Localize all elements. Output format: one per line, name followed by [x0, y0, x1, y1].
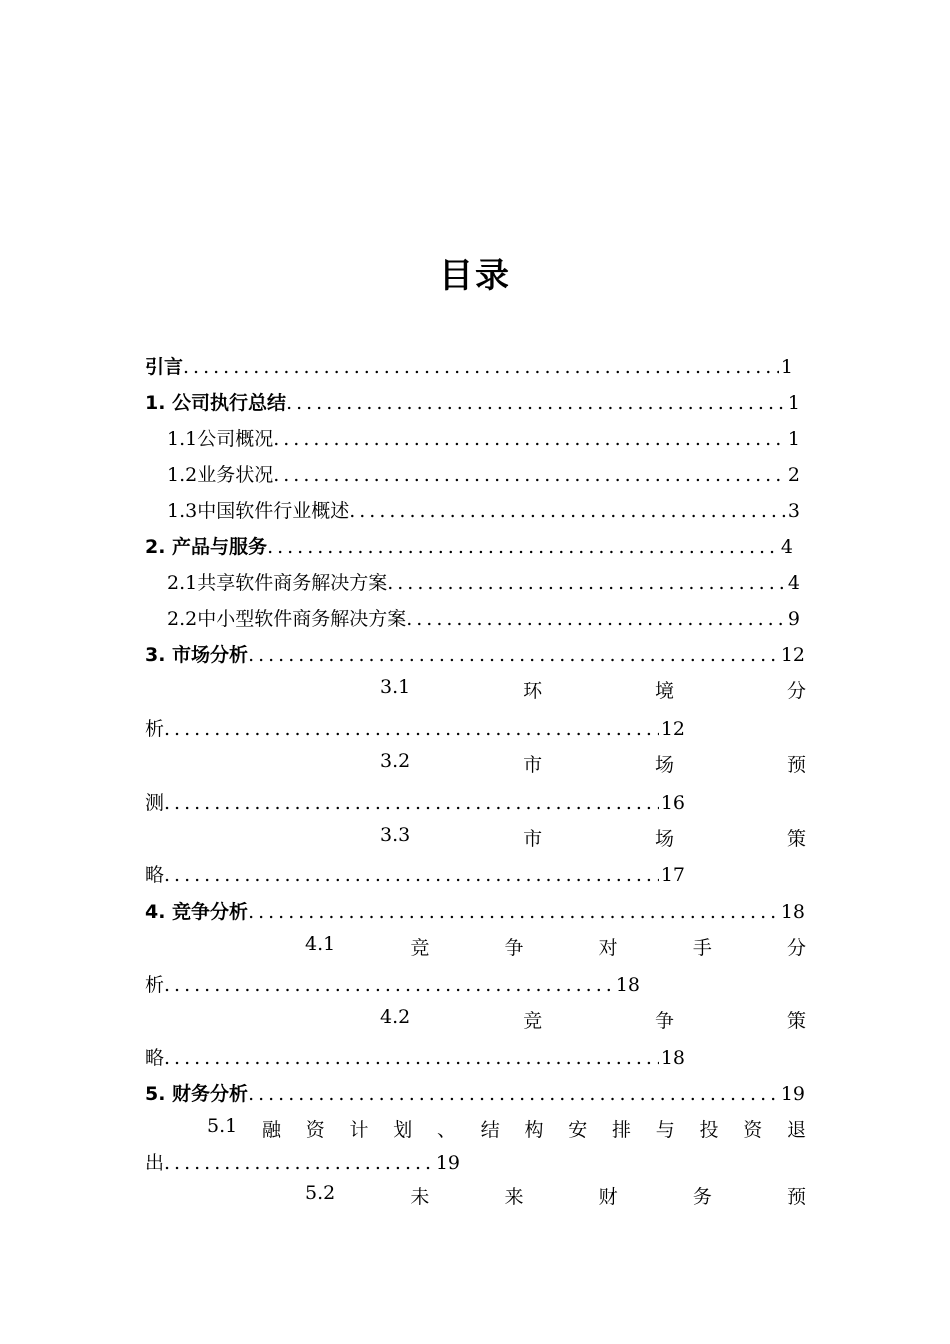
toc-entry-4-2-line2[interactable]: [145, 1043, 685, 1071]
toc-leader-dots: [164, 864, 659, 886]
toc-entry-intro[interactable]: [145, 352, 793, 380]
toc-entry-page: 12: [780, 644, 805, 666]
toc-token: 来: [504, 1186, 524, 1208]
toc-entry-label: 引言: [145, 356, 184, 378]
toc-entry-label: 略: [145, 864, 165, 886]
toc-entry-5-1-line1[interactable]: [207, 1115, 806, 1143]
toc-leader-dots: [406, 608, 786, 630]
toc-token: 安: [568, 1119, 588, 1141]
toc-leader-dots: [286, 392, 786, 414]
toc-entry-page: 18: [660, 1047, 685, 1069]
toc-entry-label: 测: [145, 792, 165, 814]
toc-entry-2-1[interactable]: [167, 568, 800, 596]
toc-entry-label: 1. 公司执行总结: [145, 392, 287, 414]
toc-leader-dots: [273, 428, 786, 450]
toc-entry-page: 9: [787, 608, 800, 630]
toc-entry-1-1[interactable]: [167, 424, 800, 452]
toc-entry-3-3-line2[interactable]: [145, 860, 685, 888]
toc-entry-label: 析: [145, 974, 165, 996]
toc-entry-3-2-line2[interactable]: [145, 788, 685, 816]
toc-entry-3-2-line1[interactable]: [380, 750, 806, 778]
toc-token: 争: [504, 937, 524, 959]
toc-entry-label: 4. 竞争分析: [145, 901, 249, 923]
toc-entry-label: 2.2中小型软件商务解决方案: [167, 608, 407, 630]
toc-entry-label: 1.2业务状况: [167, 464, 274, 486]
toc-token: 未: [410, 1186, 430, 1208]
toc-entry-page: 19: [780, 1083, 805, 1105]
toc-token: 3.1: [380, 676, 411, 698]
toc-token: 资: [305, 1119, 325, 1141]
toc-leader-dots: [164, 1047, 659, 1069]
toc-entry-page: 2: [787, 464, 800, 486]
toc-token: 市: [523, 754, 543, 776]
toc-token: 环: [523, 680, 543, 702]
toc-leader-dots: [273, 464, 786, 486]
toc-token: 5.1: [207, 1115, 238, 1137]
toc-entry-4[interactable]: [145, 897, 805, 925]
toc-token: 退: [786, 1119, 806, 1141]
toc-entry-1-3[interactable]: [167, 496, 800, 524]
toc-token: 投: [699, 1119, 719, 1141]
toc-token: 预: [786, 754, 806, 776]
toc-token: 市: [523, 828, 543, 850]
toc-entry-label: 析: [145, 718, 165, 740]
toc-leader-dots: [248, 644, 779, 666]
toc-entry-page: 16: [660, 792, 685, 814]
toc-entry-3[interactable]: [145, 640, 805, 668]
toc-title: 目录: [439, 256, 511, 296]
toc-entry-label: 2.1共享软件商务解决方案: [167, 572, 388, 594]
toc-leader-dots: [164, 792, 659, 814]
toc-entry-page: 12: [660, 718, 685, 740]
toc-token: 境: [655, 680, 675, 702]
toc-entry-page: 1: [787, 428, 800, 450]
toc-entry-5[interactable]: [145, 1079, 805, 1107]
toc-token: 争: [655, 1010, 675, 1032]
toc-token: 策: [786, 828, 806, 850]
toc-entry-page: 1: [787, 392, 800, 414]
toc-token: 财: [598, 1186, 618, 1208]
toc-entry-4-1-line2[interactable]: [145, 970, 640, 998]
toc-entry-label: 2. 产品与服务: [145, 536, 268, 558]
toc-entry-2[interactable]: [145, 532, 793, 560]
toc-token: 4.1: [305, 933, 336, 955]
toc-leader-dots: [248, 901, 779, 923]
toc-token: 分: [786, 937, 806, 959]
toc-token: 竞: [523, 1010, 543, 1032]
toc-entry-3-3-line1[interactable]: [380, 824, 806, 852]
toc-token: 构: [524, 1119, 544, 1141]
toc-entry-5-2-line1[interactable]: [305, 1182, 806, 1210]
toc-token: 对: [598, 937, 618, 959]
toc-leader-dots: [387, 572, 786, 594]
toc-token: 与: [655, 1119, 675, 1141]
toc-entry-4-1-line1[interactable]: [305, 933, 806, 961]
toc-token: 场: [655, 754, 675, 776]
toc-leader-dots: [349, 500, 786, 522]
toc-entry-3-1-line2[interactable]: [145, 714, 685, 742]
toc-token: 4.2: [380, 1006, 411, 1028]
toc-leader-dots: [164, 974, 614, 996]
toc-token: 3.2: [380, 750, 411, 772]
toc-entry-1[interactable]: [145, 388, 800, 416]
toc-token: 分: [786, 680, 806, 702]
toc-token: 预: [786, 1186, 806, 1208]
toc-entry-page: 1: [780, 356, 793, 378]
toc-token: 融: [261, 1119, 281, 1141]
toc-token: 场: [655, 828, 675, 850]
toc-token: 手: [692, 937, 712, 959]
toc-leader-dots: [248, 1083, 779, 1105]
toc-token: 务: [692, 1186, 712, 1208]
toc-entry-label: 略: [145, 1047, 165, 1069]
toc-entry-label: 3. 市场分析: [145, 644, 249, 666]
toc-token: 策: [786, 1010, 806, 1032]
toc-entry-4-2-line1[interactable]: [380, 1006, 806, 1034]
toc-entry-page: 4: [780, 536, 793, 558]
toc-leader-dots: [164, 718, 659, 740]
toc-entry-label: 1.1公司概况: [167, 428, 274, 450]
toc-entry-1-2[interactable]: [167, 460, 800, 488]
toc-entry-page: 4: [787, 572, 800, 594]
toc-token: 竞: [410, 937, 430, 959]
toc-entry-page: 19: [435, 1152, 460, 1174]
toc-token: 3.3: [380, 824, 411, 846]
toc-entry-label: 5. 财务分析: [145, 1083, 249, 1105]
toc-entry-page: 17: [660, 864, 685, 886]
toc-token: 5.2: [305, 1182, 336, 1204]
toc-entry-label: 出: [145, 1152, 165, 1174]
toc-leader-dots: [164, 1152, 434, 1174]
toc-token: 结: [480, 1119, 500, 1141]
toc-token: 排: [611, 1119, 631, 1141]
toc-entry-page: 18: [615, 974, 640, 996]
toc-token: 资: [743, 1119, 763, 1141]
toc-entry-5-1-line2[interactable]: [145, 1148, 460, 1176]
toc-entry-label: 1.3中国软件行业概述: [167, 500, 350, 522]
toc-leader-dots: [267, 536, 779, 558]
toc-entry-page: 18: [780, 901, 805, 923]
toc-entry-3-1-line1[interactable]: [380, 676, 806, 704]
toc-leader-dots: [183, 356, 779, 378]
toc-token: 计: [349, 1119, 369, 1141]
toc-entry-2-2[interactable]: [167, 604, 800, 632]
toc-token: 、: [436, 1119, 456, 1141]
toc-token: 划: [393, 1119, 413, 1141]
toc-entry-page: 3: [787, 500, 800, 522]
